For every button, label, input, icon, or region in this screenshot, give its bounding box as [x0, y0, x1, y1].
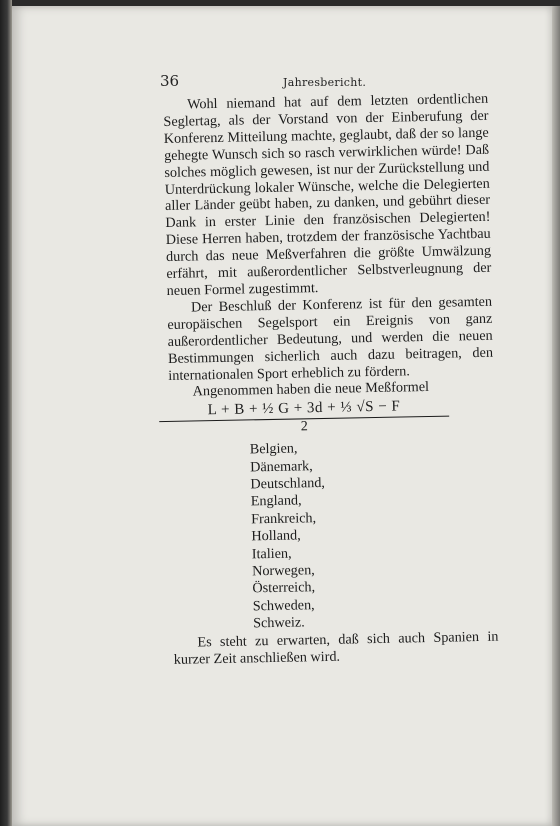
list-item: Deutschland, [250, 474, 326, 493]
list-item: England, [250, 492, 302, 510]
list-item: Frankreich, [250, 509, 317, 528]
list-item: Holland, [251, 527, 301, 545]
formula-numerator: L + B + ½ G + 3d + ⅓ √S − F [159, 398, 449, 422]
paragraph-2: Der Beschluß der Konferenz ist für den gesamten europäischen Segelsport ein Ereignis von ganz außerordentlicher Bedeutung, und werden die neuen Bestimmungen sicherlich auch dazu beitragen, den internationalen Sport erheblich zu fördern. [167, 293, 494, 384]
measurement-formula [199, 397, 500, 439]
formula-denominator: 2 [300, 419, 309, 435]
closing-paragraph: Es steht zu erwarten, daß sich auch Spanien in kurzer Zeit anschließen wird. [173, 628, 499, 668]
running-head: Jahresbericht. [283, 76, 367, 89]
book-binding-edge [0, 0, 12, 826]
paragraph-3: Angenommen haben die neue Meßformel [192, 379, 430, 400]
paragraph-1: Wohl niemand hat auf dem letzten ordentlichen Seglertag, als der Vorstand von der Einberufung der Konferenz Mitteilung machte, geglaubt, daß der so lange gehegte Wunsch sich so rasch verwirklichen würde! Daß solches möglich gewesen, ist nur der Zurückstellung und Unterdrückung lokaler Wünsche, welche die Delegierten aller Länder geübt haben, zu danken, und gebührt dieser Dank in erster Linie den französischen Delegierten! Diese Herren haben, trotzdem der französische Yachtbau durch das neue Meßverfahren die größte Umwälzung erfährt, mit außerordentlicher Selbstverleugnung der neuen Formel zugestimmt. [163, 90, 492, 299]
list-item: Belgien, [249, 440, 298, 458]
page-number: 36 [160, 72, 180, 90]
body-text [163, 91, 499, 669]
list-item: Norwegen, [251, 562, 315, 580]
list-item: Schweiz. [252, 614, 305, 632]
list-item: Schweden, [252, 596, 315, 615]
list-item: Italien, [251, 545, 292, 562]
list-item: Österreich, [252, 579, 316, 597]
list-item: Dänemark, [249, 457, 313, 475]
country-list [250, 437, 499, 633]
page-edge [552, 6, 560, 826]
